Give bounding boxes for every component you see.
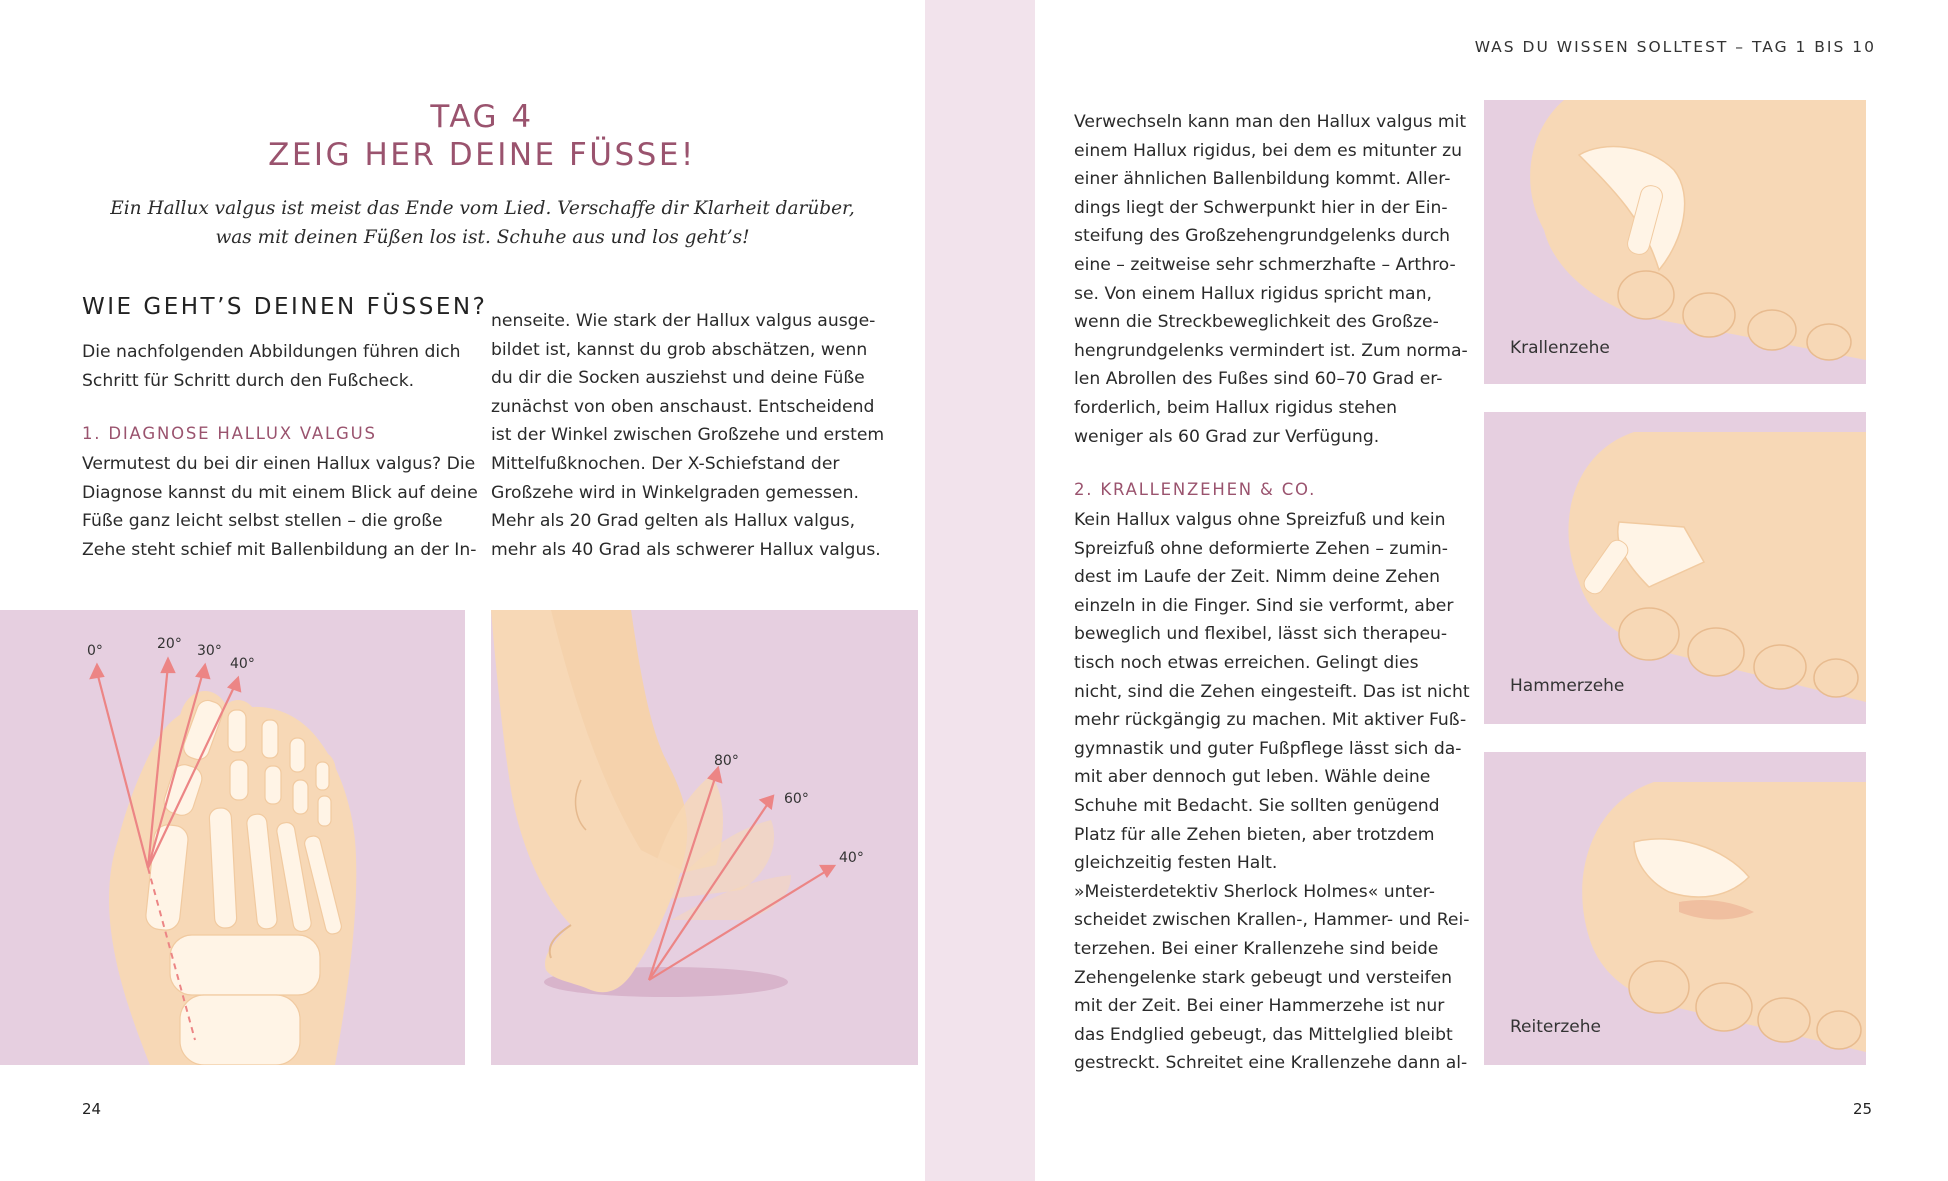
chapter-day: TAG 4 (430, 99, 534, 135)
angle-label: 60° (784, 791, 809, 807)
text-line: mit aber dennoch gut leben. Wähle deine (1074, 767, 1431, 788)
text-line: nicht, sind die Zehen eingesteift. Das ist nicht (1074, 681, 1470, 702)
text-line: forderlich, beim Hallux rigidus stehen (1074, 397, 1398, 418)
text-line: gymnastik und guter Fußpflege lässt sich da- (1074, 738, 1462, 759)
text-line: len Abrollen des Fußes sind 60–70 Grad er- (1074, 369, 1443, 390)
text-line: eine – zeitweise sehr schmerzhafte – Arthro- (1074, 254, 1456, 275)
text-line: Großzehe wird in Winkelgraden gemessen. (491, 482, 859, 503)
text-line: Vermutest du bei dir einen Hallux valgus? Die (82, 454, 476, 474)
text-line: Mehr als 20 Grad gelten als Hallux valgus, (491, 511, 856, 532)
text-line: nenseite. Wie stark der Hallux valgus ausge- (491, 311, 876, 331)
text-line: bildet ist, kannst du grob abschätzen, wenn (491, 339, 868, 360)
intro-line: was mit deinen Füßen los ist. Schuhe aus und los geht’s! (215, 227, 750, 248)
text-line: Spreizfuß ohne deformierte Zehen – zumin- (1074, 538, 1448, 559)
text-line: mehr rückgängig zu machen. Mit aktiver Fuß- (1074, 710, 1467, 731)
text-line: terzehen. Bei einer Krallenzehe sind beide (1074, 938, 1439, 959)
foot-side-illustration (491, 610, 918, 1065)
text-line: Zehe steht schief mit Ballenbildung an der In- (82, 539, 477, 560)
toe-label-hammerzehe: Hammerzehe (1510, 676, 1625, 696)
angle-label: 80° (714, 753, 739, 769)
text-line: Zehengelenke stark gebeugt und versteifen (1074, 967, 1453, 988)
text-line: mehr als 40 Grad als schwerer Hallux valgus. (491, 539, 881, 560)
figure-hammerzehe (1484, 412, 1866, 724)
paragraph-krallenzehen (1074, 506, 1470, 1078)
subheading-krallenzehen: 2. KRALLENZEHEN & CO. (1074, 480, 1317, 499)
page-gutter (925, 0, 1035, 1181)
chapter-title (82, 98, 882, 174)
paragraph-col2 (491, 307, 884, 564)
figure-krallenzehe (1484, 100, 1866, 384)
text-line: Verwechseln kann man den Hallux valgus mit (1074, 112, 1467, 132)
text-line: mit der Zeit. Bei einer Hammerzehe ist nur (1074, 996, 1445, 1017)
intro-lead (110, 194, 855, 252)
text-line: das Endglied gebeugt, das Mittelglied bleibt (1074, 1024, 1453, 1045)
toe-label-krallenzehe: Krallenzehe (1510, 338, 1610, 358)
section-heading: WIE GEHT’S DEINEN FÜSSEN? (82, 294, 488, 320)
text-line: Füße ganz leicht selbst stellen – die große (82, 511, 443, 532)
text-line: steifung des Großzehengrundgelenks durch (1074, 226, 1451, 247)
toe-label-reiterzehe: Reiterzehe (1510, 1017, 1601, 1037)
text-line: einzeln in die Finger. Sind sie verformt, aber (1074, 595, 1454, 616)
chapter-headline: ZEIG HER DEINE FÜSSE! (268, 137, 696, 173)
text-line: einer ähnlichen Ballenbildung kommt. Aller- (1074, 169, 1451, 190)
angle-label: 40° (230, 656, 255, 672)
angle-label: 0° (87, 643, 103, 659)
figure-reiterzehe (1484, 752, 1866, 1065)
text-line: hengrundgelenks vermindert ist. Zum norma- (1074, 340, 1468, 361)
text-line: beweglich und flexibel, lässt sich therapeu- (1074, 624, 1448, 645)
text-line: Kein Hallux valgus ohne Spreizfuß und kein (1074, 510, 1446, 530)
text-line: tisch noch etwas erreichen. Gelingt dies (1074, 652, 1419, 673)
text-line: du dir die Socken ausziehst und deine Füße (491, 368, 865, 389)
running-header: WAS DU WISSEN SOLLTEST – TAG 1 BIS 10 (1474, 38, 1876, 56)
text-line: gleichzeitig festen Halt. (1074, 853, 1278, 874)
text-line: weniger als 60 Grad zur Verfügung. (1074, 426, 1380, 447)
text-line: dest im Laufe der Zeit. Nimm deine Zehen (1074, 567, 1440, 588)
page-number-left: 24 (82, 1100, 102, 1118)
angle-label: 20° (157, 636, 182, 652)
paragraph-col1 (82, 450, 478, 564)
angle-label: 40° (839, 850, 864, 866)
text-line: Diagnose kannst du mit einem Blick auf deine (82, 482, 478, 503)
figure-hallux-angle-top-view (0, 610, 465, 1065)
text-line: se. Von einem Hallux rigidus spricht man, (1074, 283, 1432, 304)
text-line: »Meisterdetektiv Sherlock Holmes« unter- (1074, 881, 1435, 902)
angle-label: 30° (197, 643, 222, 659)
intro-paragraph (82, 338, 461, 395)
figure-toe-extension-side-view (491, 610, 918, 1065)
text-line: Schritt für Schritt durch den Fußcheck. (82, 370, 415, 391)
text-line: zunächst von oben anschaust. Entscheidend (491, 396, 875, 417)
text-line: einem Hallux rigidus, bei dem es mitunter zu (1074, 140, 1462, 161)
subheading-diagnose: 1. DIAGNOSE HALLUX VALGUS (82, 424, 377, 443)
text-line: Schuhe mit Bedacht. Sie sollten genügend (1074, 795, 1440, 816)
foot-skeleton-illustration (0, 610, 465, 1065)
text-line: Platz für alle Zehen bieten, aber trotzdem (1074, 824, 1435, 845)
intro-line: Ein Hallux valgus ist meist das Ende vom Lied. Verschaffe dir Klarheit darüber, (110, 198, 855, 219)
text-line: gestreckt. Schreitet eine Krallenzehe dann al- (1074, 1053, 1468, 1074)
text-line: wenn die Streckbeweglichkeit des Großze- (1074, 312, 1439, 333)
paragraph-hallux-rigidus (1074, 108, 1468, 451)
text-line: ist der Winkel zwischen Großzehe und erstem (491, 425, 885, 446)
text-line: scheidet zwischen Krallen-, Hammer- und Rei- (1074, 910, 1470, 931)
page-number-right: 25 (1853, 1100, 1873, 1118)
text-line: dings liegt der Schwerpunkt hier in der Ein- (1074, 197, 1448, 218)
text-line: Mittelfußknochen. Der X-Schiefstand der (491, 453, 840, 474)
text-line: Die nachfolgenden Abbildungen führen dich (82, 342, 461, 362)
